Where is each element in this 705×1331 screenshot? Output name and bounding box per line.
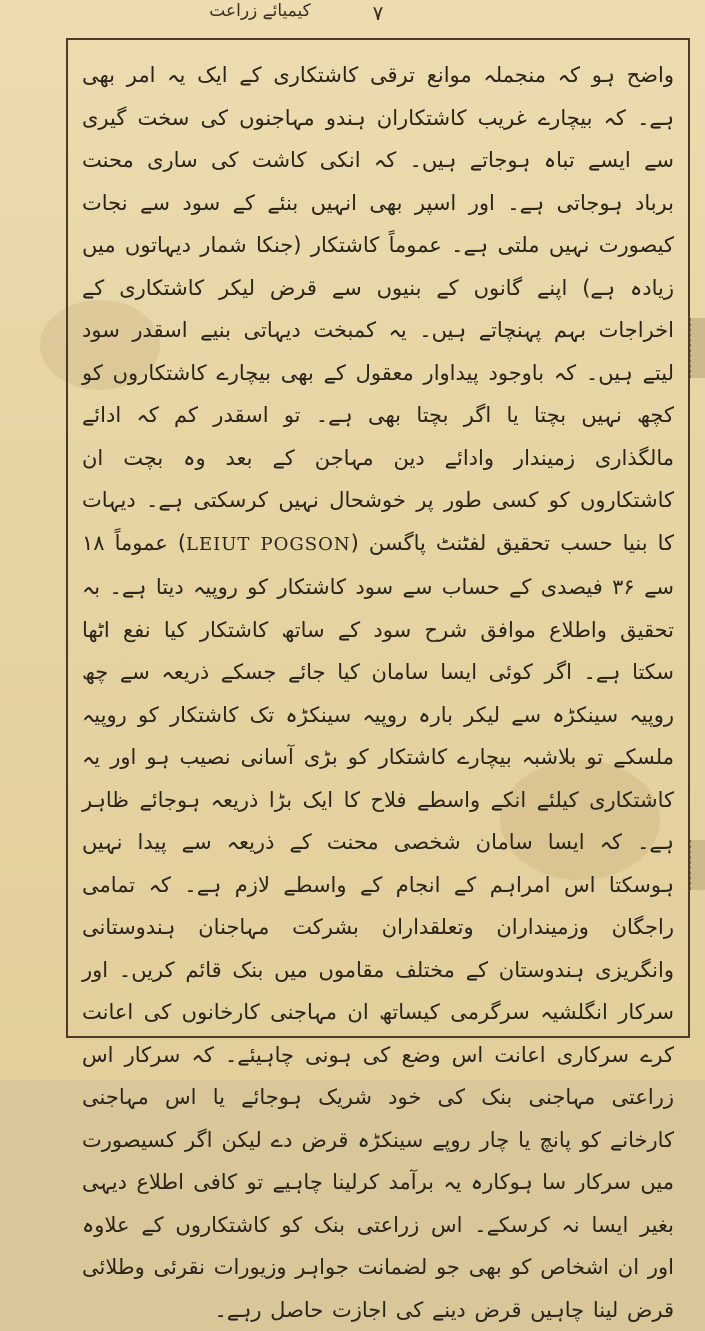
body-text-part-1: واضح ہو کہ منجملہ موانع ترقی کاشتکاری کے ایک یہ امر بھی ہے۔ کہ بیچارے غریب کاشتکاران ہندو مہاجنوں کی سخت گیری سے ایسے تباہ ہوجاتے ہیں۔ کہ انکی کاشت کی ساری محنت برباد ہوجاتی ہے۔ اور اسپر بھی انہیں بنئے کے سود سے نجات کیصورت نہیں ملتی ہے۔ عموماً کاشتکار (جنکا شمار دیہاتوں میں زیادہ ہے) اپنے گانوں کے بنیوں سے قرض لیکر کاشتکاری کے اخراجات بہم پہنچاتے ہیں۔ یہ کمبخت دیہاتی بنیے اسقدر سود لیتے ہیں۔ کہ باوجود پیداوار معقول کے بھی بیچارے کاشتکاروں کو کچھ نہیں بچتا یا اگر بچتا بھی ہے۔ تو اسقدر کم کہ ادائے مالگذاری زمیندار وادائے دین مہاجن کے بعد وہ بچت ان کاشتکاروں کو کسی طور پر خوشحال نہیں کرسکتی ہے۔ دیہات کا بنیا حسب تحقیق لفٹنٹ پاگسن ( bbox=[82, 63, 674, 555]
page-number: ۷ bbox=[372, 1, 384, 25]
latin-name: LEIUT POGSON bbox=[186, 533, 351, 555]
running-header-title: کیمیائے زراعت bbox=[209, 1, 311, 21]
body-text-part-2: ) عموماً ۱۸ سے ۳۶ فیصدی کے حساب سے سود کاشتکار کو روپیہ دیتا ہے۔ بہ تحقیق واطلاع موافق شرح سود کے ساتھ کاشتکار کیا نفع اٹھا سکتا ہے۔ اگر کوئی ایسا سامان کیا جائے جسکے ذریعہ سے چھ روپیہ سینکڑہ سے لیکر بارہ روپیہ سینکڑہ تک کاشتکار کو روپیہ ملسکے تو بلاشبہ بیچارے کاشتکار کو بڑی آسانی نصیب ہو اور یہ کاشتکاری کیلئے انکے واسطے فلاح کا ایک بڑا ذریعہ ہوجائے ظاہر ہے۔ کہ ایسا سامان شخصی محنت کے ذریعہ سے پیدا نہیں ہوسکتا اس امراہم کے انجام کے واسطے لازم ہے۔ کہ تمامی راجگان وزمینداران وتعلقداران بشرکت مہاجنان ہندوستانی وانگریزی ہندوستان کے مختلف مقاموں میں بنک قائم کریں۔ اور سرکار انگلشیہ سرگرمی کیساتھ ان مہاجنی کارخانوں کی اعانت کرے سرکاری اعانت اس وضع کی ہونی چاہیئے۔ کہ سرکار اس زراعتی مہاجنی بنک کی خود شریک ہوجائے یا اس مہاجنی کارخانے کو پانچ یا چار روپے سینکڑہ قرض دے لیکن اگر کسیصورت میں سرکار سا ہوکارہ یہ برآمد کرلینا چاہیے تو کافی اطلاع دیہی بغیر ایسا نہ کرسکے۔ اس زراعتی بنک کو کاشتکاروں کے علاوہ اور ان اشخاص کو بھی جو لضمانت جواہر وزیورات نقرئی وطلائی قرض لینا چاہیں قرض دینے کی اجازت حاصل رہے۔ bbox=[82, 530, 674, 1322]
body-paragraph bbox=[82, 54, 674, 1331]
torn-edge-mark bbox=[690, 318, 705, 378]
text-frame bbox=[66, 38, 690, 1322]
torn-edge-mark bbox=[690, 840, 705, 890]
